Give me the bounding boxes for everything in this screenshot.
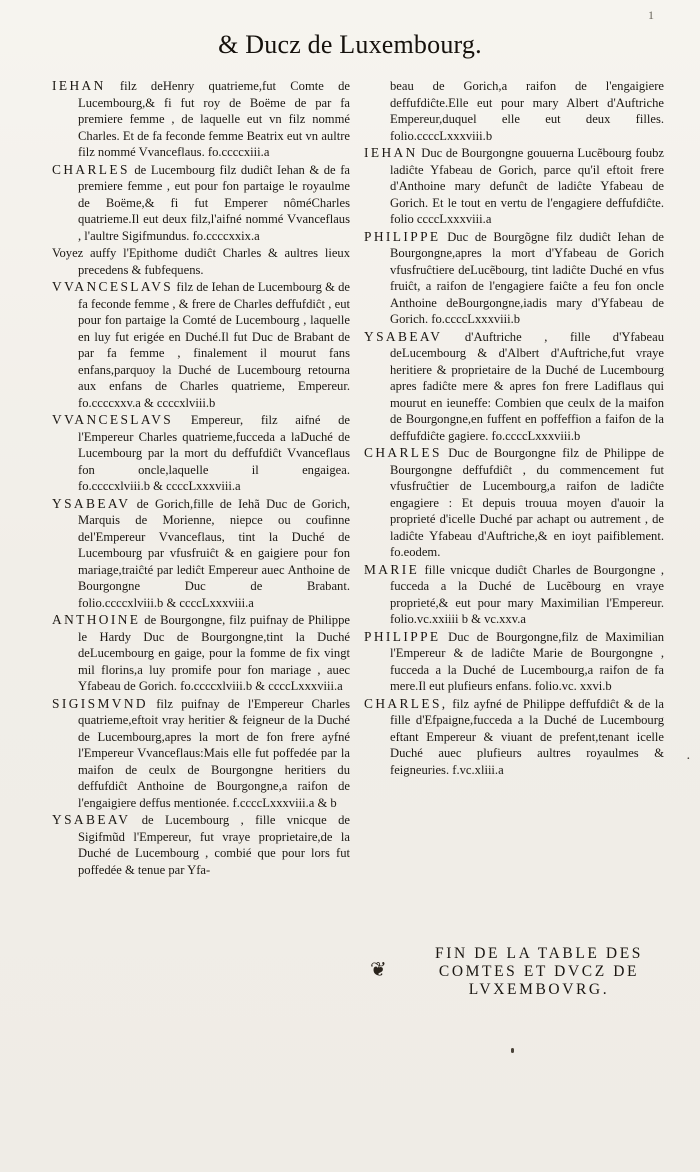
entry-name: CHARLES, [364, 695, 448, 711]
index-entry [52, 412, 350, 495]
index-entry [364, 329, 664, 445]
closing-text [408, 945, 670, 999]
ink-speck [511, 1048, 514, 1053]
index-entry [364, 445, 664, 561]
index-entry [52, 812, 350, 878]
entry-folio-ref: f.ccccLxxxviii.a & b [232, 795, 337, 810]
index-entry [364, 696, 664, 779]
folio-mark: 1 [648, 8, 654, 22]
entry-folio-ref: folio ccccLxxxviii.a [390, 212, 492, 226]
entry-name: IEHAN [52, 78, 106, 93]
entry-text: d'Auftriche , fille d'Yfabeau deLucembourg & d'Albert d'Auftriche,fut vraye heritiere & proprietaire de la Duché de Lucembourg apres fadiĉte mere & apres fon frere Ladiflaus qui mourut en ieuneffe: Combien que ceulx de la maifon de Bourgongne,en fuffent en poffeffion a faifon de la deffufdiĉte gagiere. [390, 329, 664, 443]
index-entry [364, 562, 664, 628]
entry-folio-ref: fo.eodem. [390, 545, 441, 559]
entry-name: ANTHOINE [52, 612, 141, 627]
entry-name: VVANCESLAVS [52, 412, 174, 427]
left-column [52, 78, 350, 879]
entry-folio-ref: fo.ccccxlviii.b & ccccLxxxviii.a [180, 679, 343, 693]
entry-name: YSABEAV [52, 495, 131, 511]
running-title: & Ducz de Luxembourg. [218, 30, 482, 59]
entry-text: filz ayfné de Philippe deffufdiĉt & de la fille d'Efpaigne,fucceda a la Duché de Lucembourg eftant Empereur & viuant de prefent,tenant icelle Duché auec plufieurs aultres royaulmes & feigneuries. [390, 696, 664, 777]
index-entry [52, 245, 350, 278]
carry-over-body: beau de Gorich,a raifon de l'engaigiere deffufdiĉte.Elle eut pour mary Albert d'Auftriche Empereur,duquel elle eut deux filles. [390, 79, 664, 126]
entry-folio-ref: folio.vc.xxiiii b & vc.xxv.a [390, 612, 526, 626]
index-entry [364, 229, 664, 328]
entry-text: Duc de Bourgongne,filz de Maximilian l'Empereur & de ladiĉte Marie de Bourgongne , fucceda a la Duché de Lucembourg,a raifon de fa mere.Il eut plufieurs enfans. [390, 629, 664, 693]
index-entry [52, 78, 350, 161]
entry-name: CHARLES [364, 445, 442, 460]
index-entry [52, 496, 350, 612]
margin-mark: · [686, 752, 691, 767]
entry-text: Duc de Bourgongne filz de Philippe de Bourgongne deffufdiĉt , du commencement fut vfusfruĉtier de Lucembourg,a raifon de ladiĉte engagiere : Et depuis trouua moyen d'auoir la proprieté d'icelle Duché par achapt ou autrement , de ladiĉte Yfabeau d'Auftriche,& en ioyt paifiblement. [390, 446, 664, 543]
entry-folio-ref: fo.ccccLxxxviii.b [491, 428, 581, 443]
entry-folio-ref: f.vc.xliii.a [452, 762, 504, 777]
index-entry [52, 279, 350, 411]
index-entry [52, 162, 350, 245]
entry-text: filz deHenry quatrieme,fut Comte de Lucembourg,& fi fut roy de Boëme de par fa premiere femme , de laquelle eut vn filz nommé Charles. Et de fa feconde femme Beatrix eut vn aultre filz nommé Vvanceflaus. [78, 79, 350, 159]
entry-folio-ref: fo.ccccxxix.a [192, 228, 260, 243]
entry-text: fille vnicque dudiĉt Charles de Bourgongne , fucceda a la Duché de Lucẽbourg en vraye proprieté,& eut pour mary Maximilian l'Empereur. [390, 562, 664, 610]
entry-text: Duc de Bourgõgne filz dudiĉt Iehan de Bourgongne,apres la mort d'Yfabeau de Gorich vfusfruĉtiere deLucẽbourg, tint ladiĉte Duché en vfus fruiĉt, a raifon de l'engagiere faiĉte a feu fon oncle Anthoine deBourgongne,iadis mary d'Yfabeau de Gorich. [390, 229, 664, 326]
entry-text: de Lucembourg , fille vnicque de Sigifmũd l'Empereur, fut vraye proprietaire,de la Duché de Lucembourg , combié que pour lors fut poffedée & tenue par Yfa- [78, 813, 350, 877]
entry-text: filz de Iehan de Lucembourg & de fa feconde femme , & frere de Charles deffufdiĉt , eut pour fon partaige la Comté de Lucembourg , laquelle en luy fut erigée en Duché.Il fut Duc de Brabant de par fa femme , finalement il mourut fans enfans,parquoy la Duché de Lucembourg retourna aux enfans de Charles quatrieme, Empereur. [78, 280, 350, 393]
entry-text: de Lucembourg filz dudiĉt Iehan & de fa premiere femme , eut pour fon partaige le royaulme de Boëme,& fi fut Emperer nôméCharles quatrieme.Il eut deux filz,l'aifné nommé Vvanceflaus , l'aultre Sigifmundus. [78, 162, 350, 243]
closing-block [370, 945, 670, 999]
closing-line-1: FIN DE LA TABLE DES [434, 945, 644, 962]
entry-text: de Bourgongne, filz puifnay de Philippe le Hardy Duc de Bourgongne,tint la Duché deLucembourg en gaige, pour la fomme de fix vingt mil florins,a luy promife pour fon mariage , auec Yfabeau de Gorich. [78, 613, 350, 693]
entry-name: VVANCESLAVS [52, 279, 174, 294]
closing-line-3: LVXEMBOVRG. [468, 981, 610, 998]
entry-text: Voyez auffy l'Epithome dudiĉt Charles & aultres lieux precedens & fubfequens. [52, 246, 350, 277]
index-entry [364, 145, 664, 228]
fleuron-icon: ❦ [370, 959, 387, 981]
entry-name: CHARLES [52, 161, 130, 177]
entry-name: MARIE [364, 561, 420, 577]
index-entry [52, 696, 350, 812]
entry-text: de Gorich,fille de Iehã Duc de Gorich, Marquis de Morienne, niepce ou coufinne del'Empereur Vvanceflaus, tint la Duché de Lucembourg par vfusfruiĉt & en gaigiere pour fon mariage,traiĉté par lediĉt Empereur auec Anthoine de Bourgongne Duc de Brabant. [78, 496, 350, 593]
closing-line-2: COMTES ET DVCZ DE [438, 963, 640, 980]
entry-name: PHILIPPE [364, 628, 441, 644]
carry-over-text [364, 78, 664, 144]
entry-name: IEHAN [364, 145, 418, 160]
entry-folio-ref: fo.ccccxlviii.b & ccccLxxxviii.a [78, 479, 241, 493]
entry-name: YSABEAV [364, 328, 443, 344]
entry-name: PHILIPPE [364, 228, 441, 244]
carry-over-ref: folio.ccccLxxxviii.b [390, 128, 493, 143]
right-column [364, 78, 664, 779]
entry-text: Empereur, filz aifné de l'Empereur Charles quatrieme,fucceda a laDuché de Lucembourg par la mort du deffufdiĉt Vvanceflaus fon oncle,laquelle il engaigea. [78, 413, 351, 477]
entry-name: YSABEAV [52, 812, 131, 827]
entry-folio-ref: fo.ccccLxxxviii.b [431, 312, 521, 326]
entry-folio-ref: fo.ccccxiii.a [207, 145, 270, 159]
entry-name: SIGISMVND [52, 695, 149, 711]
entry-folio-ref: fo.ccccxxv.a & ccccxlviii.b [78, 395, 216, 410]
index-entry [52, 612, 350, 695]
entry-text: Duc de Bourgongne gouuerna Lucẽbourg foubz ladiĉte Yfabeau de Gorich, parce qu'il eftoit frere d'Anthoine mary defunĉt de ladiĉte Yfabeau de Gorich. Et le tout en vertu de l'engagiere deffufdiĉte. [390, 146, 665, 210]
entry-folio-ref: folio.vc. xxvi.b [534, 679, 612, 693]
entry-text: filz puifnay de l'Empereur Charles quatrieme,eftoit vray heritier & feigneur de la Duché de Lucembourg,apres la mort de fon frere ayfné l'Empereur Vvanceflaus:Mais elle fut poffedée par la maifon de ceulx de Bourgongne heritiers du deffufdiĉt Anthoine de Bourgongne,a raifon de l'engaigiere deffus mentionée. [78, 696, 351, 810]
index-entry [364, 629, 664, 695]
entry-folio-ref: folio.ccccxlviii.b & ccccLxxxviii.a [78, 595, 254, 610]
